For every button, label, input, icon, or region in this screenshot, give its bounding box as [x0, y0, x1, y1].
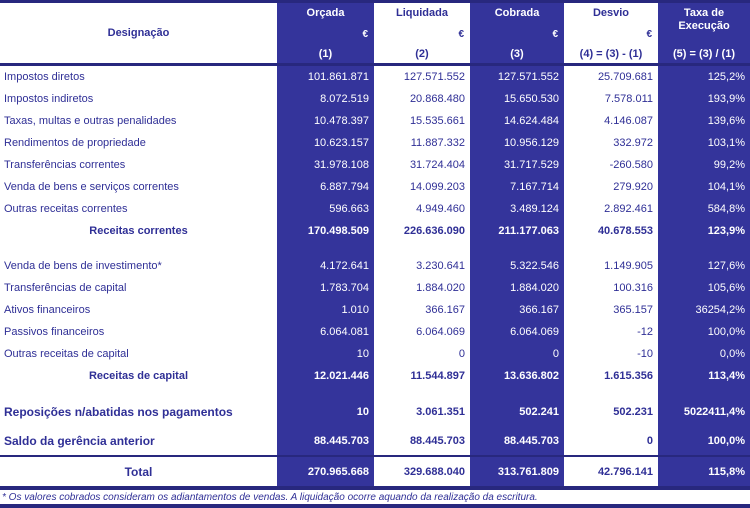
- value-cobrada: 211.177.063: [470, 220, 564, 242]
- table-row: [0, 198, 750, 220]
- table-row: [0, 277, 750, 299]
- value-desvio: -260.580: [564, 154, 658, 176]
- value-orcada: 88.445.703: [277, 426, 374, 455]
- table-row: [0, 132, 750, 154]
- value-cobrada: 502.241: [470, 397, 564, 426]
- value-desvio: 25.709.681: [564, 66, 658, 88]
- column-header-1: [277, 3, 374, 63]
- column-title: Taxa de Execução: [678, 7, 730, 32]
- value-taxa-execucao: 115,8%: [658, 457, 750, 486]
- column-header-5: [658, 3, 750, 63]
- value-taxa-execucao: 584,8%: [658, 198, 750, 220]
- row-label: Impostos indiretos: [0, 88, 277, 110]
- table-row: [0, 343, 750, 365]
- value-desvio: 40.678.553: [564, 220, 658, 242]
- table-row: [0, 110, 750, 132]
- value-cobrada: 7.167.714: [470, 176, 564, 198]
- table-row: [0, 457, 750, 486]
- row-label: Rendimentos de propriedade: [0, 132, 277, 154]
- value-orcada: 6.887.794: [277, 176, 374, 198]
- value-liquidada: [374, 242, 470, 255]
- column-formula: (1): [318, 48, 333, 60]
- value-cobrada: 127.571.552: [470, 66, 564, 88]
- value-liquidada: 329.688.040: [374, 457, 470, 486]
- value-desvio: -12: [564, 321, 658, 343]
- column-formula: (5) = (3) / (1): [672, 48, 736, 60]
- value-orcada: 1.010: [277, 299, 374, 321]
- value-taxa-execucao: 193,9%: [658, 88, 750, 110]
- value-desvio: 7.578.011: [564, 88, 658, 110]
- spacer-row: [0, 242, 750, 255]
- spacer-row: [0, 387, 750, 397]
- value-liquidada: 1.884.020: [374, 277, 470, 299]
- value-cobrada: 1.884.020: [470, 277, 564, 299]
- column-title: Desvio: [592, 7, 630, 19]
- value-orcada: 31.978.108: [277, 154, 374, 176]
- column-formula: (4) = (3) - (1): [579, 48, 643, 60]
- row-label: Taxas, multas e outras penalidades: [0, 110, 277, 132]
- value-orcada: [277, 387, 374, 397]
- value-orcada: 101.861.871: [277, 66, 374, 88]
- value-orcada: 8.072.519: [277, 88, 374, 110]
- column-title: Designação: [107, 27, 170, 39]
- value-desvio: 332.972: [564, 132, 658, 154]
- column-title: Orçada: [306, 7, 345, 19]
- value-taxa-execucao: [658, 387, 750, 397]
- value-cobrada: 31.717.529: [470, 154, 564, 176]
- value-cobrada: 313.761.809: [470, 457, 564, 486]
- value-liquidada: 366.167: [374, 299, 470, 321]
- row-label: Saldo da gerência anterior: [0, 426, 277, 455]
- table-row: [0, 220, 750, 242]
- value-desvio: 1.615.356: [564, 365, 658, 387]
- value-taxa-execucao: 105,6%: [658, 277, 750, 299]
- value-cobrada: 6.064.069: [470, 321, 564, 343]
- value-cobrada: 13.636.802: [470, 365, 564, 387]
- column-header-0: [0, 3, 277, 63]
- value-taxa-execucao: 113,4%: [658, 365, 750, 387]
- value-cobrada: 15.650.530: [470, 88, 564, 110]
- value-taxa-execucao: 36254,2%: [658, 299, 750, 321]
- row-label: Venda de bens de investimento*: [0, 255, 277, 277]
- value-liquidada: 14.099.203: [374, 176, 470, 198]
- value-orcada: [277, 242, 374, 255]
- row-label: Receitas de capital: [0, 365, 277, 387]
- value-liquidada: 4.949.460: [374, 198, 470, 220]
- value-orcada: 270.965.668: [277, 457, 374, 486]
- value-taxa-execucao: 5022411,4%: [658, 397, 750, 426]
- row-label: Impostos diretos: [0, 66, 277, 88]
- value-cobrada: 0: [470, 343, 564, 365]
- row-label: Total: [0, 457, 277, 486]
- value-liquidada: 0: [374, 343, 470, 365]
- value-desvio: 365.157: [564, 299, 658, 321]
- value-desvio: [564, 387, 658, 397]
- value-desvio: -10: [564, 343, 658, 365]
- row-label: Transferências de capital: [0, 277, 277, 299]
- value-taxa-execucao: [658, 242, 750, 255]
- value-desvio: 1.149.905: [564, 255, 658, 277]
- column-header-3: [470, 3, 564, 63]
- column-header-2: [374, 3, 470, 63]
- table-row: [0, 365, 750, 387]
- value-desvio: 100.316: [564, 277, 658, 299]
- row-label: Outras receitas correntes: [0, 198, 277, 220]
- table-row: [0, 321, 750, 343]
- row-label: Outras receitas de capital: [0, 343, 277, 365]
- value-taxa-execucao: 99,2%: [658, 154, 750, 176]
- euro-symbol: €: [552, 28, 558, 40]
- value-taxa-execucao: 139,6%: [658, 110, 750, 132]
- value-liquidada: 88.445.703: [374, 426, 470, 455]
- value-liquidada: 6.064.069: [374, 321, 470, 343]
- value-orcada: 10: [277, 343, 374, 365]
- value-orcada: 596.663: [277, 198, 374, 220]
- table-header: [0, 3, 750, 63]
- value-orcada: 12.021.446: [277, 365, 374, 387]
- value-liquidada: 3.230.641: [374, 255, 470, 277]
- value-orcada: 1.783.704: [277, 277, 374, 299]
- value-desvio: 502.231: [564, 397, 658, 426]
- value-taxa-execucao: 0,0%: [658, 343, 750, 365]
- table-row: [0, 66, 750, 88]
- euro-symbol: €: [646, 28, 652, 40]
- row-label: Ativos financeiros: [0, 299, 277, 321]
- value-orcada: 6.064.081: [277, 321, 374, 343]
- value-desvio: 279.920: [564, 176, 658, 198]
- value-cobrada: 5.322.546: [470, 255, 564, 277]
- column-formula: (2): [415, 48, 429, 60]
- value-liquidada: 127.571.552: [374, 66, 470, 88]
- value-taxa-execucao: 100,0%: [658, 426, 750, 455]
- column-formula: (3): [510, 48, 524, 60]
- value-orcada: 10.623.157: [277, 132, 374, 154]
- euro-symbol: €: [458, 28, 464, 40]
- value-liquidada: 11.544.897: [374, 365, 470, 387]
- value-cobrada: 14.624.484: [470, 110, 564, 132]
- value-taxa-execucao: 104,1%: [658, 176, 750, 198]
- value-desvio: 42.796.141: [564, 457, 658, 486]
- row-label: [0, 242, 277, 255]
- value-taxa-execucao: 127,6%: [658, 255, 750, 277]
- value-desvio: 4.146.087: [564, 110, 658, 132]
- row-label: Reposições n/abatidas nos pagamentos: [0, 397, 277, 426]
- table-body: [0, 66, 750, 486]
- column-header-4: [564, 3, 658, 63]
- row-label: [0, 387, 277, 397]
- column-title: Cobrada: [494, 7, 540, 19]
- value-orcada: 170.498.509: [277, 220, 374, 242]
- value-liquidada: 31.724.404: [374, 154, 470, 176]
- row-label: Passivos financeiros: [0, 321, 277, 343]
- euro-symbol: €: [362, 28, 368, 40]
- value-liquidada: 20.868.480: [374, 88, 470, 110]
- row-label: Transferências correntes: [0, 154, 277, 176]
- value-taxa-execucao: 100,0%: [658, 321, 750, 343]
- value-orcada: 4.172.641: [277, 255, 374, 277]
- table-row: [0, 154, 750, 176]
- value-desvio: 2.892.461: [564, 198, 658, 220]
- table-row: [0, 397, 750, 426]
- row-label: Receitas correntes: [0, 220, 277, 242]
- table-row: [0, 88, 750, 110]
- value-liquidada: 15.535.661: [374, 110, 470, 132]
- column-title: Liquidada: [396, 7, 448, 19]
- table-row: [0, 299, 750, 321]
- value-cobrada: [470, 242, 564, 255]
- value-taxa-execucao: 125,2%: [658, 66, 750, 88]
- value-liquidada: 3.061.351: [374, 397, 470, 426]
- value-liquidada: 11.887.332: [374, 132, 470, 154]
- value-taxa-execucao: 123,9%: [658, 220, 750, 242]
- value-cobrada: [470, 387, 564, 397]
- value-cobrada: 366.167: [470, 299, 564, 321]
- value-liquidada: [374, 387, 470, 397]
- footnote: * Os valores cobrados consideram os adiantamentos de vendas. A liquidação ocorre aquando da realização da escritura.: [2, 491, 538, 503]
- value-desvio: [564, 242, 658, 255]
- value-orcada: 10: [277, 397, 374, 426]
- value-liquidada: 226.636.090: [374, 220, 470, 242]
- table-row: [0, 255, 750, 277]
- value-cobrada: 10.956.129: [470, 132, 564, 154]
- bottom-border: [0, 504, 750, 508]
- value-cobrada: 3.489.124: [470, 198, 564, 220]
- table-row: [0, 426, 750, 455]
- value-orcada: 10.478.397: [277, 110, 374, 132]
- value-cobrada: 88.445.703: [470, 426, 564, 455]
- value-taxa-execucao: 103,1%: [658, 132, 750, 154]
- value-desvio: 0: [564, 426, 658, 455]
- table-row: [0, 176, 750, 198]
- row-label: Venda de bens e serviços correntes: [0, 176, 277, 198]
